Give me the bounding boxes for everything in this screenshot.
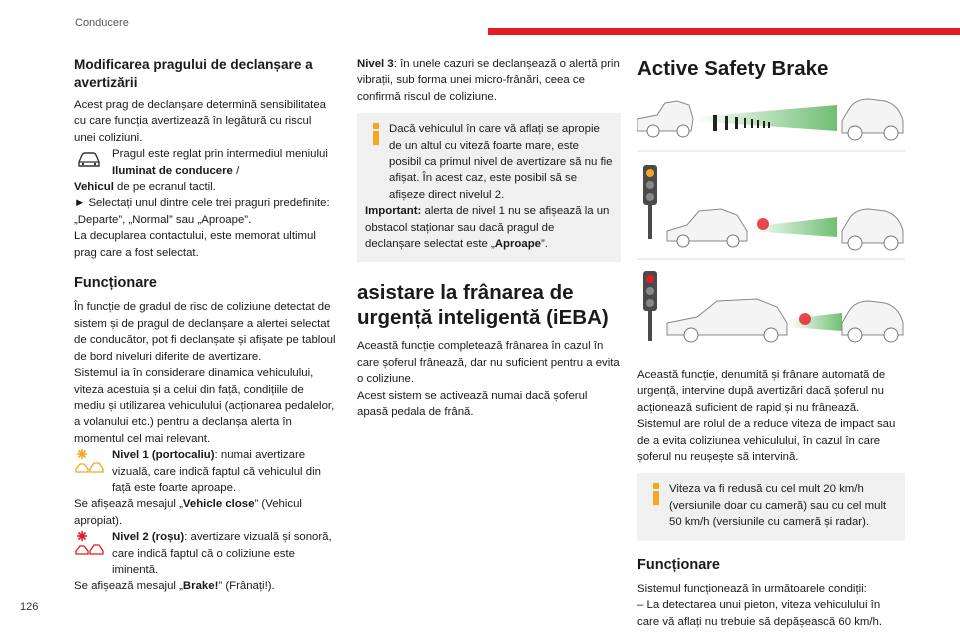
paragraph: Sistemul ia în considerare dinamica vehiculului, viteza acestuia și a celui din față, condițiile de mediu și utilizarea vehiculului (acționarea pedalelor, a volanului etc.) pentru a declanșa alerta în momentul cel mai relevant. [74,367,335,445]
page-number: 126 [20,601,39,613]
paragraph: Această funcție completează frânarea în cazul în care șoferul frânează, dar nu suficient pentru a evita o coliziune. [357,340,620,386]
note-text: Dacă vehiculul în care vă aflați se apropie de un altul cu viteză foarte mare, este posibil ca primul nivel de avertizare să nu fie afișat. În acest caz, este posibil să se afișeze direct nivelul 2. [389,123,613,201]
paragraph: Această funcție, denumită și frânare automată de urgență, intervine după avertizări dacă șoferul nu acționează suficient de rapid și nu frânează. [637,369,886,414]
scene-detection [637,99,903,140]
warning-level1-icon [74,447,104,475]
note-text: Viteza va fi redusă cu cel mult 20 km/h (versiunile doar cu cameră) sau cu cel mult 50 km/h (versiunile cu cameră și radar). [669,483,887,529]
level-label: Nivel 3 [357,58,394,70]
subsection-heading: Funcționare [74,275,157,292]
paragraph: Sistemul funcționează în următoarele condiții: [637,583,867,596]
header-accent-bar [488,28,960,35]
menu-name: Iluminat de conducere [112,164,233,177]
section-title: Conducere [75,17,129,29]
message-name: Vehicle close [182,498,255,511]
level1-row: Nivel 1 (portocaliu): numai avertizare vizuală, care indică faptul că vehiculul din față este foarte aproape. [74,447,336,496]
paragraph: În funcție de gradul de risc de coliziune detectat de sistem și de pragul de declanșare a alertei selectat de conducător, pot fi declanșate și afișate pe tabloul de bord niveluri diferite de avertizare. [74,301,336,363]
info-icon [649,483,663,505]
paragraph: La decuplarea contactului, este memorat ultimul prag care a fost selectat. [74,230,316,259]
car-front-icon [74,146,104,174]
paragraph: Acest prag de declanșare determină sensibilitatea cu care funcția avertizează în legătură cu riscul unei coliziuni. [74,99,327,144]
text: Pragul este reglat prin intermediul meniului [112,148,328,161]
scene-braking [643,271,903,342]
step: ► Selectați unul dintre cele trei praguri predefinite: „Departe”, „Normal” sau „Aproape”. [74,197,330,226]
level-label: Nivel 2 (roșu) [112,531,185,544]
column-right [637,56,905,630]
section-heading: Active Safety Brake [637,57,829,80]
info-icon [369,123,383,145]
column-left: Modificarea pragului de declanșare a avertizării Acest prag de declanșare determină sensibilitatea cu care funcția avertizează în legătură cu riscul unei coliziuni. Pragul este reglat prin intermediul meniului Iluminat de conducere / Vehicul de pe ecranul tactil. ► Selectați unul dintre cele trei praguri predefinite: „Departe”, „Normal” sau „Aproape”. La decuplarea contactului, este memorat ultimul prag care a fost selectat. Funcționare În funcție de gradul de risc de coliziune detectat de sistem și de pragul de declanșare a alertei selectat de conducător, pot fi declanșate și afișate pe tabloul de bord niveluri diferite de avertizare. Sistemul ia în considerare dinamica vehiculului, viteza acestuia și a celui din față, condițiile de mediu și utilizarea vehiculului (acționarea pedalelor, a volanului etc.) pentru a declanșa alerta în momentul cel mai relevant. Nivel 1 (portocaliu): numai avertizare vizuală, care indică faptul că vehiculul din față este foarte aproape. Se afișează mesajul „Vehicle close” (Vehicul apropiat). Nivel 2 (roșu): avertizare vizuală și sonoră, care indică faptul că o coliziune este iminentă. Se afișează mesajul „Brake!” (Frânați!). [74,57,336,593]
subsection-heading: Funcționare [637,556,720,573]
warning-level2-icon [74,529,104,557]
section-heading: asistare la frânarea de urgență inteligentă (iEBA) [357,281,609,330]
car-icon-row: Pragul este reglat prin intermediul meniului Iluminat de conducere / [74,146,336,179]
level-label: Nivel 1 (portocaliu) [112,449,215,462]
info-note: Dacă vehiculul în care vă aflați se apropie de un altul cu viteză foarte mare, este posibil ca primul nivel de avertizare să nu fie afișat. În acest caz, este posibil să se afișeze direct nivelul 2. Important: alerta de nivel 1 nu se afișează la un obstacol staționar sau dacă pragul de declanșare selectat este „Aproape”. [357,113,621,262]
paragraph: Acest sistem se activează numai dacă șoferul apasă pedala de frână. [357,389,588,419]
column-middle: Nivel 3: în unele cazuri se declanșează o alertă prin vibrații, sub forma unei micro-frânări, ceea ce confirmă riscul de coliziune. Dacă vehiculul în care vă aflați se apropie de un altul cu viteză foarte mare, este posibil ca primul nivel de avertizare să nu fie afișat. În acest caz, este posibil să se afișeze direct nivelul 2. Important: alerta de nivel 1 nu se afișează la un obstacol staționar sau dacă pragul de declanșare selectat este „Aproape”. asistare la frânarea de urgență inteligentă (iEBA) Această funcție completează frânarea în cazul în care șoferul frânează, dar nu suficient pentru a evita o coliziune. Acest sistem se activează numai dacă șoferul apasă pedala de frână. [357,56,621,421]
section-heading: Modificarea pragului de declanșare a avertizării [74,57,313,90]
message-name: Brake! [182,580,219,593]
paragraph: – La detectarea unui pieton, viteza vehiculului în care vă aflați nu trebuie să depășească 60 km/h. [637,599,883,628]
active-safety-brake-illustration [637,91,905,343]
info-note [637,473,905,540]
level2-row: Nivel 2 (roșu): avertizare vizuală și sonoră, care indică faptul că o coliziune este iminentă. [74,529,336,578]
scene-warning [643,165,903,250]
paragraph: Sistemul are rolul de a reduce viteza de impact sau de a evita coliziunea vehiculului, în cazul în care șoferul nu reușește să intervină. [637,418,896,464]
menu-name: Vehicul [74,181,114,194]
